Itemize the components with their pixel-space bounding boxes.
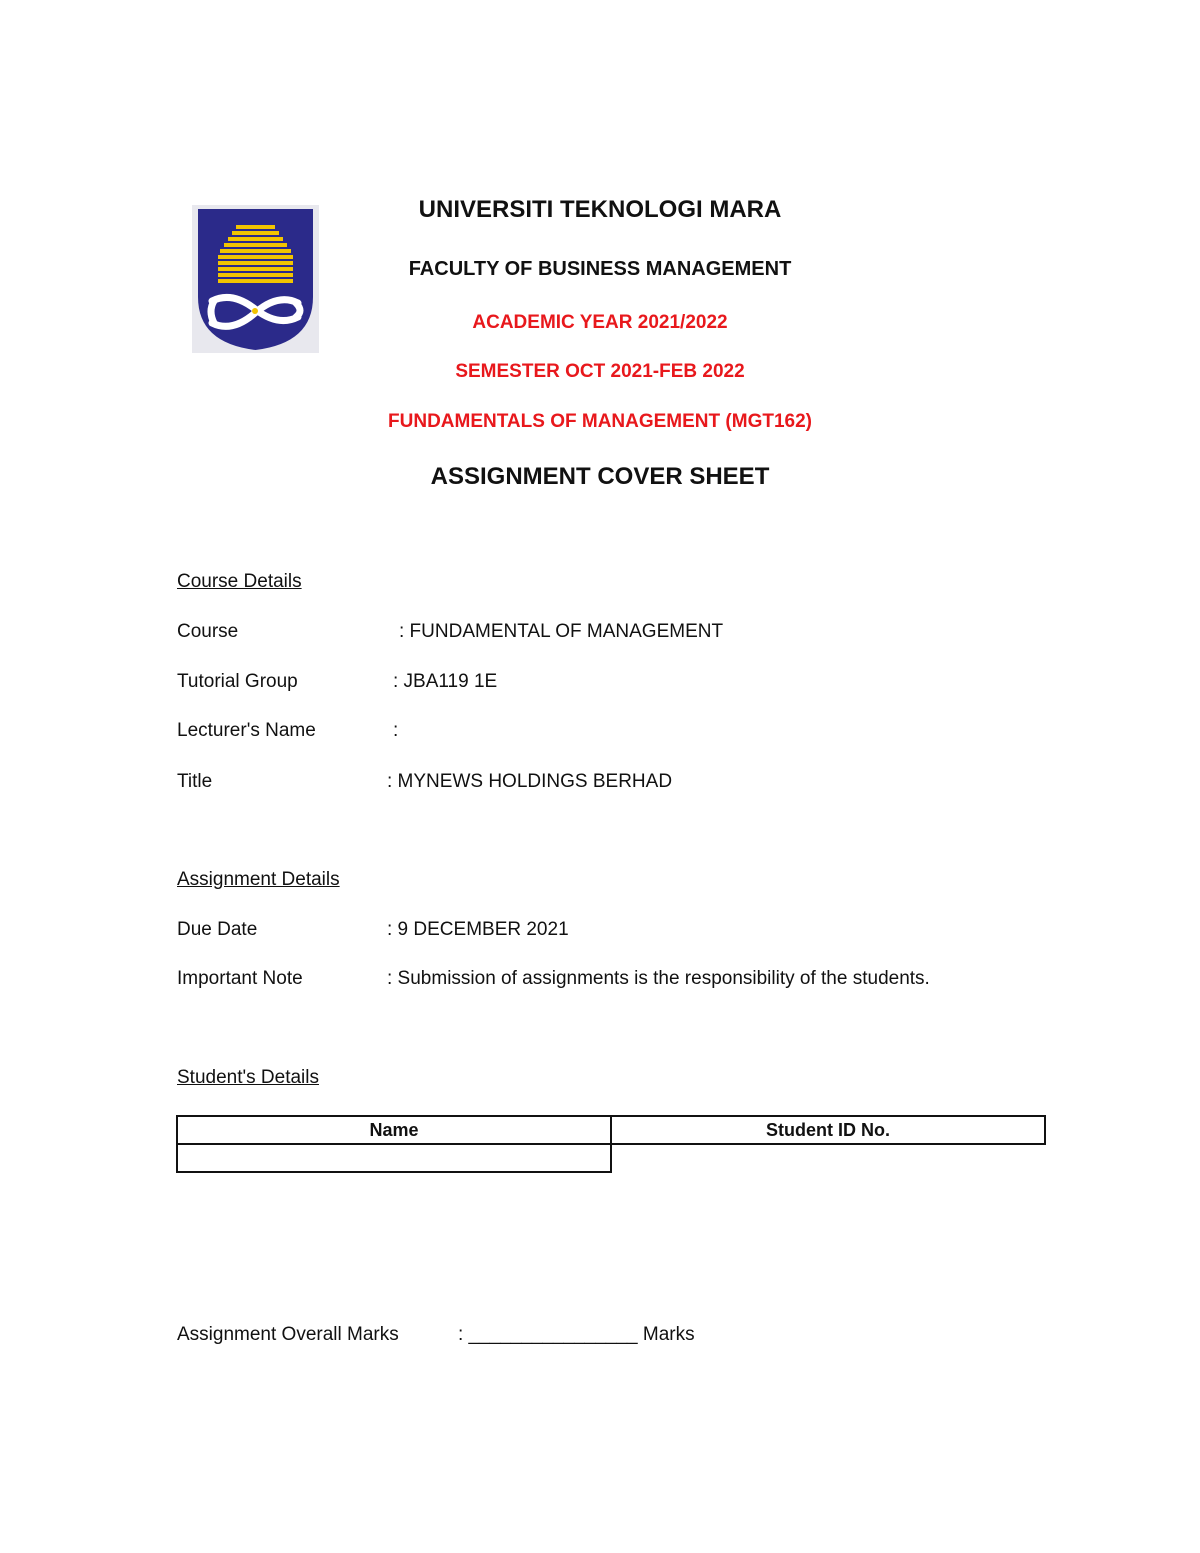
due-date-label: Due Date [177, 919, 258, 940]
assignment-details-heading: Assignment Details [177, 869, 340, 890]
student-details-heading: Student's Details [177, 1067, 319, 1088]
lecturer-name-label: Lecturer's Name [177, 720, 316, 741]
due-date-value: : 9 DECEMBER 2021 [387, 919, 569, 940]
overall-marks-value: : ________________ Marks [458, 1324, 695, 1345]
tutorial-group-label: Tutorial Group [177, 671, 298, 692]
student-name-cell[interactable] [177, 1144, 611, 1172]
course-details-heading: Course Details [177, 571, 302, 592]
course-value: : FUNDAMENTAL OF MANAGEMENT [399, 621, 724, 642]
title-value: : MYNEWS HOLDINGS BERHAD [387, 771, 673, 792]
student-id-cell[interactable] [611, 1144, 1045, 1172]
document-title: ASSIGNMENT COVER SHEET [430, 463, 770, 490]
lecturer-name-value: : [393, 720, 399, 741]
faculty-name: FACULTY OF BUSINESS MANAGEMENT [408, 258, 792, 280]
table-row [177, 1144, 1045, 1172]
semester: SEMESTER OCT 2021-FEB 2022 [455, 361, 745, 382]
tutorial-group-value: : JBA119 1E [393, 671, 498, 692]
university-name: UNIVERSITI TEKNOLOGI MARA [418, 196, 782, 223]
important-note-value: : Submission of assignments is the responsibility of the students. [387, 968, 930, 989]
subject-title: FUNDAMENTALS OF MANAGEMENT (MGT162) [388, 411, 812, 432]
course-label: Course [177, 621, 239, 642]
student-id-column-header: Student ID No. [611, 1116, 1045, 1144]
overall-marks-label: Assignment Overall Marks [177, 1324, 399, 1345]
student-details-table [176, 1115, 1046, 1173]
important-note-label: Important Note [177, 968, 303, 989]
academic-year: ACADEMIC YEAR 2021/2022 [472, 312, 728, 333]
title-label: Title [177, 771, 213, 792]
name-column-header: Name [177, 1116, 611, 1144]
